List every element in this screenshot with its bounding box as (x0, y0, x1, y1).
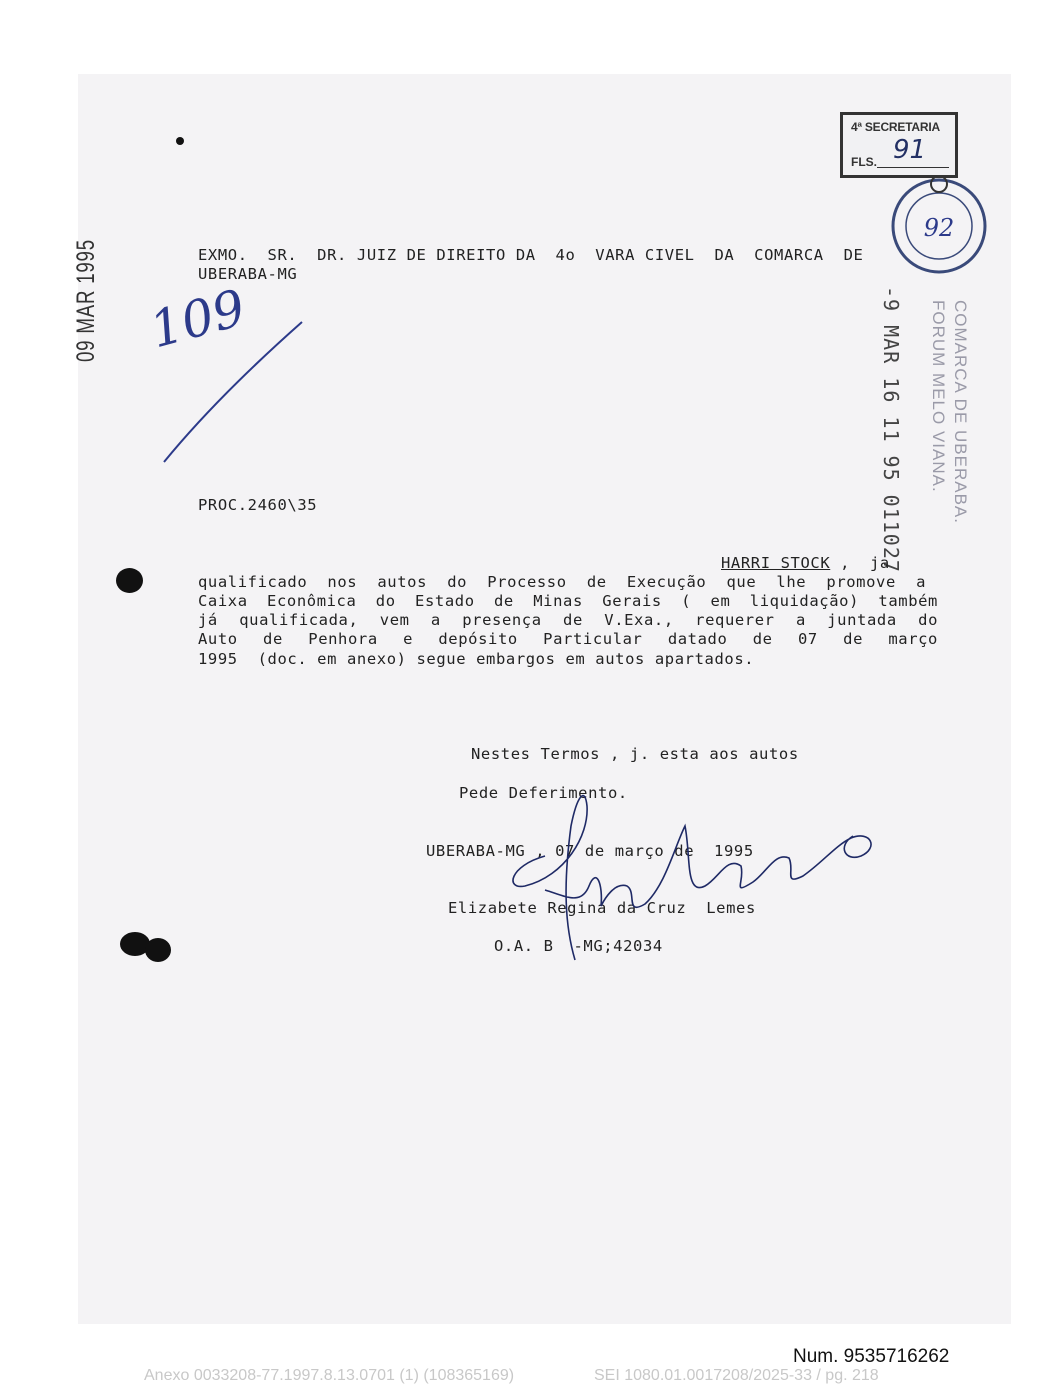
handwritten-stroke (160, 318, 310, 468)
closing-request: Pede Deferimento. (459, 784, 628, 802)
closing-terms: Nestes Termos , j. esta aos autos (471, 745, 799, 763)
punch-hole-mark (145, 938, 171, 962)
address-line-2: UBERABA-MG (198, 265, 298, 283)
forum-line-2: FORUM MELO VIANA. (929, 300, 948, 493)
speck (176, 137, 184, 145)
anexo-reference: Anexo 0033208-77.1997.8.13.0701 (1) (108365169) (144, 1367, 515, 1384)
secretaria-label: 4ª SECRETARIA (851, 120, 940, 134)
document-number: Num. 9535716262 (793, 1346, 950, 1367)
punch-hole-mark (116, 568, 143, 593)
body-line-4: Auto de Penhora e depósito Particular datado de 07 de março (198, 630, 938, 648)
handwritten-number: 109 (144, 278, 252, 360)
received-date-stamp: 09 MAR 1995 (72, 239, 100, 362)
fls-label: FLS. (851, 155, 877, 169)
seal-number: 92 (923, 214, 955, 242)
signer-name: Elizabete Regina da Cruz Lemes (448, 899, 756, 917)
tribunal-seal (883, 176, 991, 278)
fls-number: 91 (893, 135, 927, 165)
forum-stamp (927, 300, 971, 524)
place-date: UBERABA-MG , 07 de março de 1995 (426, 842, 754, 860)
body-line-5: 1995 (doc. em anexo) segue embargos em autos apartados. (198, 650, 755, 668)
secretaria-stamp (840, 112, 958, 178)
oab-number: O.A. B -MG;42034 (494, 937, 663, 955)
body-line-2: Caixa Econômica do Estado de Minas Gerais ( em liquidação) também (198, 592, 938, 610)
process-number: PROC.2460\35 (198, 496, 318, 514)
handwritten-signature (505, 786, 885, 966)
party-suffix: , ja (830, 554, 890, 572)
sei-reference: SEI 1080.01.0017208/2025-33 / pg. 218 (594, 1367, 879, 1384)
body-line-1: qualificado nos autos do Processo de Execução que lhe promove a (198, 573, 926, 591)
fls-underline (877, 167, 949, 168)
forum-line-1: COMARCA DE UBERABA. (951, 300, 970, 524)
protocol-stamp: -9 MAR 16 11 95 011027 (879, 286, 903, 573)
address-line-1: EXMO. SR. DR. JUIZ DE DIREITO DA 4o VARA CIVEL DA COMARCA DE (198, 246, 864, 264)
body-line-3: já qualificada, vem a presença de V.Exa., requerer a juntada do (198, 611, 938, 629)
party-name: HARRI STOCK (721, 554, 831, 572)
party-line (721, 554, 890, 572)
